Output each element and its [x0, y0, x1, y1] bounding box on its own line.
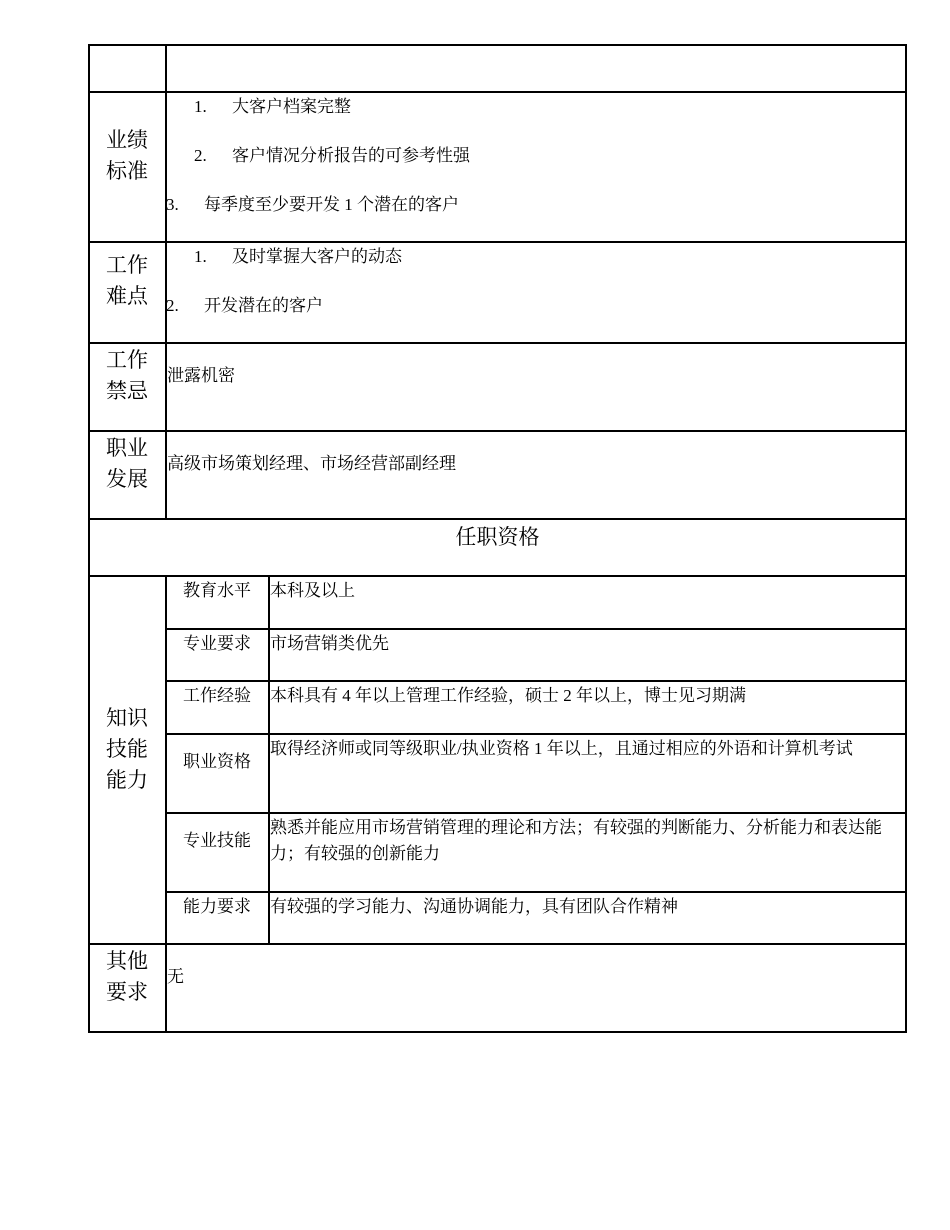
label-line: 技能 [106, 737, 148, 761]
qualification-value: 市场营销类优先 [270, 634, 389, 653]
row-label-other [97, 946, 157, 1008]
list-text: 开发潜在的客户 [204, 296, 323, 315]
list-number: 2. [166, 296, 179, 315]
table-border [88, 943, 907, 945]
list-item [194, 94, 351, 120]
table-border [165, 44, 167, 520]
table-border [88, 91, 907, 93]
list-item [194, 143, 470, 169]
table-border [88, 518, 907, 520]
qualification-name: 专业要求 [183, 634, 251, 653]
row-label-performance [97, 125, 157, 187]
qualification-value: 熟悉并能应用市场营销管理的理论和方法；有较强的判断能力、分析能力和表达能力；有较强的创新能力 [270, 818, 882, 863]
row-label-taboo [97, 345, 157, 407]
label-line: 工作 [106, 348, 148, 372]
table-border [166, 680, 907, 682]
label-line: 知识 [106, 706, 148, 730]
qualification-name: 职业资格 [183, 752, 251, 771]
qualification-name: 教育水平 [183, 581, 251, 600]
list-text: 大客户档案完整 [232, 97, 351, 116]
list-number: 3. [166, 195, 179, 214]
list-text: 每季度至少要开发 1 个潜在的客户 [204, 195, 459, 214]
list-text: 客户情况分析报告的可参考性强 [232, 146, 470, 165]
table-border [166, 891, 907, 893]
row-label-difficulty [97, 250, 157, 312]
label-line: 要求 [106, 980, 148, 1004]
label-line: 标准 [106, 159, 148, 183]
label-line: 业绩 [106, 128, 148, 152]
label-line: 能力 [106, 768, 148, 792]
row-label-career [97, 433, 157, 495]
table-border [88, 44, 907, 46]
table-border [166, 733, 907, 735]
other-text: 无 [167, 967, 184, 986]
table-border [88, 575, 907, 577]
table-border [88, 1031, 907, 1033]
table-border [88, 241, 907, 243]
list-number: 1. [194, 247, 207, 266]
label-line: 禁忌 [106, 379, 148, 403]
qualification-value: 取得经济师或同等级职业/执业资格 1 年以上，且通过相应的外语和计算机考试 [270, 739, 853, 758]
list-item [166, 192, 459, 218]
table-border [166, 628, 907, 630]
label-line: 发展 [106, 467, 148, 491]
qualification-name: 专业技能 [183, 831, 251, 850]
career-text: 高级市场策划经理、市场经营部副经理 [167, 454, 456, 473]
section-title: 任职资格 [455, 525, 540, 549]
list-item [166, 293, 323, 319]
label-line: 工作 [106, 253, 148, 277]
table-border [88, 342, 907, 344]
label-line: 难点 [106, 284, 148, 308]
label-line: 职业 [106, 436, 148, 460]
table-border [166, 812, 907, 814]
list-number: 2. [194, 146, 207, 165]
job-description-table [88, 44, 907, 1033]
qualification-name: 工作经验 [183, 686, 251, 705]
label-line: 其他 [106, 949, 148, 973]
qualification-value: 本科及以上 [270, 581, 355, 600]
list-number: 1. [194, 97, 207, 116]
list-item [194, 244, 402, 270]
qualification-value: 有较强的学习能力、沟通协调能力，具有团队合作精神 [270, 897, 678, 916]
qualification-name: 能力要求 [183, 897, 251, 916]
list-text: 及时掌握大客户的动态 [232, 247, 402, 266]
qualification-value: 本科具有 4 年以上管理工作经验，硕士 2 年以上，博士见习期满 [270, 686, 746, 705]
table-border [88, 430, 907, 432]
taboo-text: 泄露机密 [167, 366, 235, 385]
row-label-knowledge [97, 703, 157, 796]
